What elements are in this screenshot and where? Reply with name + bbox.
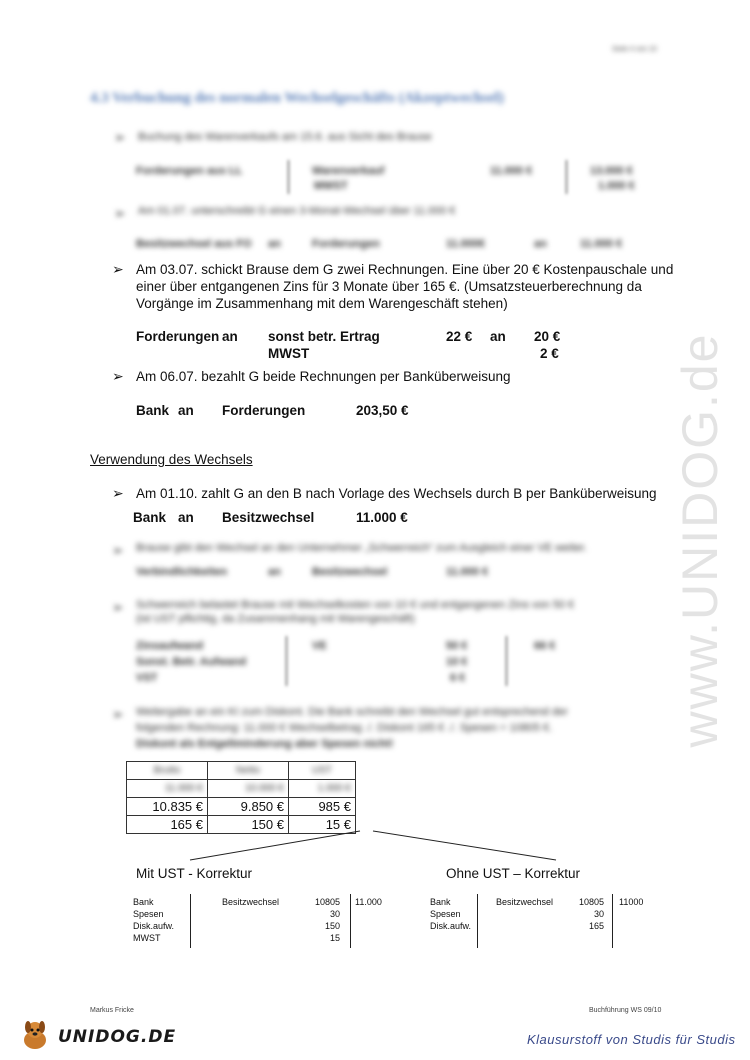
page-number: Seite 4 von 10 xyxy=(612,46,657,53)
ledger-amount: 11.000 € xyxy=(580,238,623,250)
subheading: Verwendung des Wechsels xyxy=(90,452,253,467)
dog-logo-icon xyxy=(18,1018,52,1052)
ledger-credit: MWST xyxy=(268,346,310,361)
ledger-amount: 150 xyxy=(324,921,340,931)
ledger-debit: Zinsaufwand xyxy=(136,640,204,652)
ledger-amounts xyxy=(564,896,604,932)
text-line: (ist UST pflichtig, da Zusammenhang mit Warengeschäft) xyxy=(136,613,415,625)
ledger-amount: 203,50 € xyxy=(356,403,409,418)
ledger-debit: Spesen xyxy=(430,909,461,919)
table-cell: 9.850 € xyxy=(208,798,289,816)
table-cell: 15 € xyxy=(289,816,356,834)
list-item: ➢ Weitergabe an ein KI zum Diskont. Die Bank schreibt den Wechsel gut entsprechend der xyxy=(136,706,568,718)
list-item: ➢ Schwerreich belastet Brause mit Wechselkosten von 10 € und entgangenen Zins von 50 € xyxy=(136,599,574,611)
list-item: ➢ Brause gibt den Wechsel an den Unternehmer „Schwerreich“ zum Ausgleich einer VE weiter. xyxy=(136,542,587,554)
ledger-debit: Verbindlichkeiten xyxy=(136,566,228,578)
ledger-debit: Spesen xyxy=(133,909,164,919)
ledger-amount: 15 xyxy=(329,933,340,943)
footer-author: Markus Fricke xyxy=(90,1007,134,1014)
ledger-debit: MWST xyxy=(133,933,161,943)
ledger-debit: Bank xyxy=(136,403,170,418)
text-line: Diskont als Entgeltminderung aber Spesen nicht! xyxy=(136,738,394,750)
ledger-amount: 50 € xyxy=(446,640,468,652)
ledger-debit: Bank xyxy=(430,897,451,907)
logo-text: UNIDOG.DE xyxy=(58,1027,177,1047)
ledger-credit: Besitzwechsel xyxy=(222,510,315,525)
ledger-credit: Besitzwechsel xyxy=(496,897,554,907)
ledger-amount: 11000 xyxy=(619,897,644,907)
list-item-redemption: ➢ Am 01.10. zahlt G an den B nach Vorlage des Wechsels durch B per Banküberweisung xyxy=(136,485,657,502)
ledger-debits xyxy=(133,896,174,944)
ledger-an: an xyxy=(178,403,194,418)
ledger-amount: 13.000 € xyxy=(590,165,633,177)
table-cell: 11.000 € xyxy=(127,780,208,798)
list-item-payment: ➢ Am 06.07. bezahlt G beide Rechnungen per Banküberweisung xyxy=(136,368,511,385)
ledger-credit: MWST xyxy=(314,180,348,192)
text-line: einer über entgangenen Zins für 3 Monate über 165 €. (Umsatzsteuerberechnung da xyxy=(136,279,642,294)
ledger-credit: sonst betr. Ertrag xyxy=(268,329,380,344)
ledger-debit: Bank xyxy=(133,510,167,525)
list-item: ➢ Am 01.07. unterschreibt G einen 3-Monat-Wechsel über 11.000 € xyxy=(138,205,456,217)
table-cell: 10.835 € xyxy=(127,798,208,816)
ledger-debit: Disk.aufw. xyxy=(430,921,472,931)
ledger-debit: Forderungen aus LL xyxy=(136,165,243,177)
branch-title-without-vat: Ohne UST – Korrektur xyxy=(446,866,581,881)
ledger-amount: 10805 xyxy=(314,897,340,907)
slogan: Klausurstoff von Studis für Studis xyxy=(527,1032,736,1047)
ledger-an: an xyxy=(222,329,238,344)
table-header-cell: UST xyxy=(289,762,356,780)
ledger-amount: 10 € xyxy=(446,656,468,668)
ledger-amount: 11.000 xyxy=(355,897,382,907)
ledger-amount: 22 € xyxy=(446,329,473,344)
ledger-credit: VE xyxy=(312,640,327,652)
ledger-amount: 11.000€ xyxy=(446,238,486,250)
ledger-amount: 11.000 € xyxy=(356,510,408,525)
text-line: ➢ Am 03.07. schickt Brause dem G zwei Rechnungen. Eine über 20 € Kostenpauschale und xyxy=(136,262,674,277)
branch-title-with-vat: Mit UST - Korrektur xyxy=(136,866,253,881)
ledger-amount: 30 xyxy=(329,909,340,919)
ledger-amount: 30 xyxy=(593,909,604,919)
section-title: 4.3 Verbuchung des normalen Wechselgeschäfts (Akzeptwechsel) xyxy=(90,90,504,106)
table-cell: 165 € xyxy=(127,816,208,834)
table-cell: 1.000 € xyxy=(289,780,356,798)
text-line: Vorgänge im Zusammenhang mit dem Warengeschäft stehen) xyxy=(136,296,508,311)
ledger-amount: 2 € xyxy=(540,346,559,361)
table-cell: 150 € xyxy=(208,816,289,834)
ledger-debit: Sonst. Betr. Aufwand xyxy=(136,656,247,668)
table-header-cell: Brutto xyxy=(127,762,208,780)
table-header-cell: Netto xyxy=(208,762,289,780)
ledger-credit: Besitzwechsel xyxy=(312,566,388,578)
ledger-debit: Bank xyxy=(133,897,154,907)
list-item: ➢ Buchung des Warenverkaufs am 15.6. aus Sicht des Brause xyxy=(138,129,432,146)
ledger-amount: 165 xyxy=(588,921,604,931)
ledger-amount: 11.000 € xyxy=(446,566,489,578)
ledger-debit: Disk.aufw. xyxy=(133,921,175,931)
ledger-credit: Forderungen xyxy=(312,238,380,250)
table-cell: 10.000 € xyxy=(208,780,289,798)
footer-course: Buchführung WS 09/10 xyxy=(589,1007,662,1014)
table-cell: 985 € xyxy=(289,798,356,816)
ledger-an: an xyxy=(534,238,547,250)
ledger-debits xyxy=(430,896,471,932)
ledger-credit: Warenverkauf xyxy=(312,165,385,177)
ledger-amount: 66 € xyxy=(534,640,556,652)
watermark: www.UNIDOG.de xyxy=(672,332,728,748)
ledger-debit: Besitzwechsel aus FO xyxy=(136,238,252,250)
ledger-amount: 1.000 € xyxy=(598,180,635,192)
ledger-an: an xyxy=(490,329,506,344)
text-line: folgenden Rechnung: 11.000 € Wechselbetrag ./. Diskont 165 € ./. Spesen = 10805 €. xyxy=(136,722,553,734)
ledger-debit: Forderungen xyxy=(136,329,220,344)
ledger-an: an xyxy=(268,238,281,250)
ledger-credit: Besitzwechsel xyxy=(222,897,280,907)
ledger-debit: VST xyxy=(136,672,158,684)
ledger-an: an xyxy=(178,510,194,525)
ledger-amount: 6 € xyxy=(450,672,466,684)
ledger-credit: Forderungen xyxy=(222,403,306,418)
ledger-an: an xyxy=(268,566,281,578)
ledger-amount: 11.000 € xyxy=(490,165,533,177)
ledger-amount: 10805 xyxy=(578,897,604,907)
ledger-amount: 20 € xyxy=(534,329,561,344)
ledger-amounts xyxy=(300,896,340,944)
